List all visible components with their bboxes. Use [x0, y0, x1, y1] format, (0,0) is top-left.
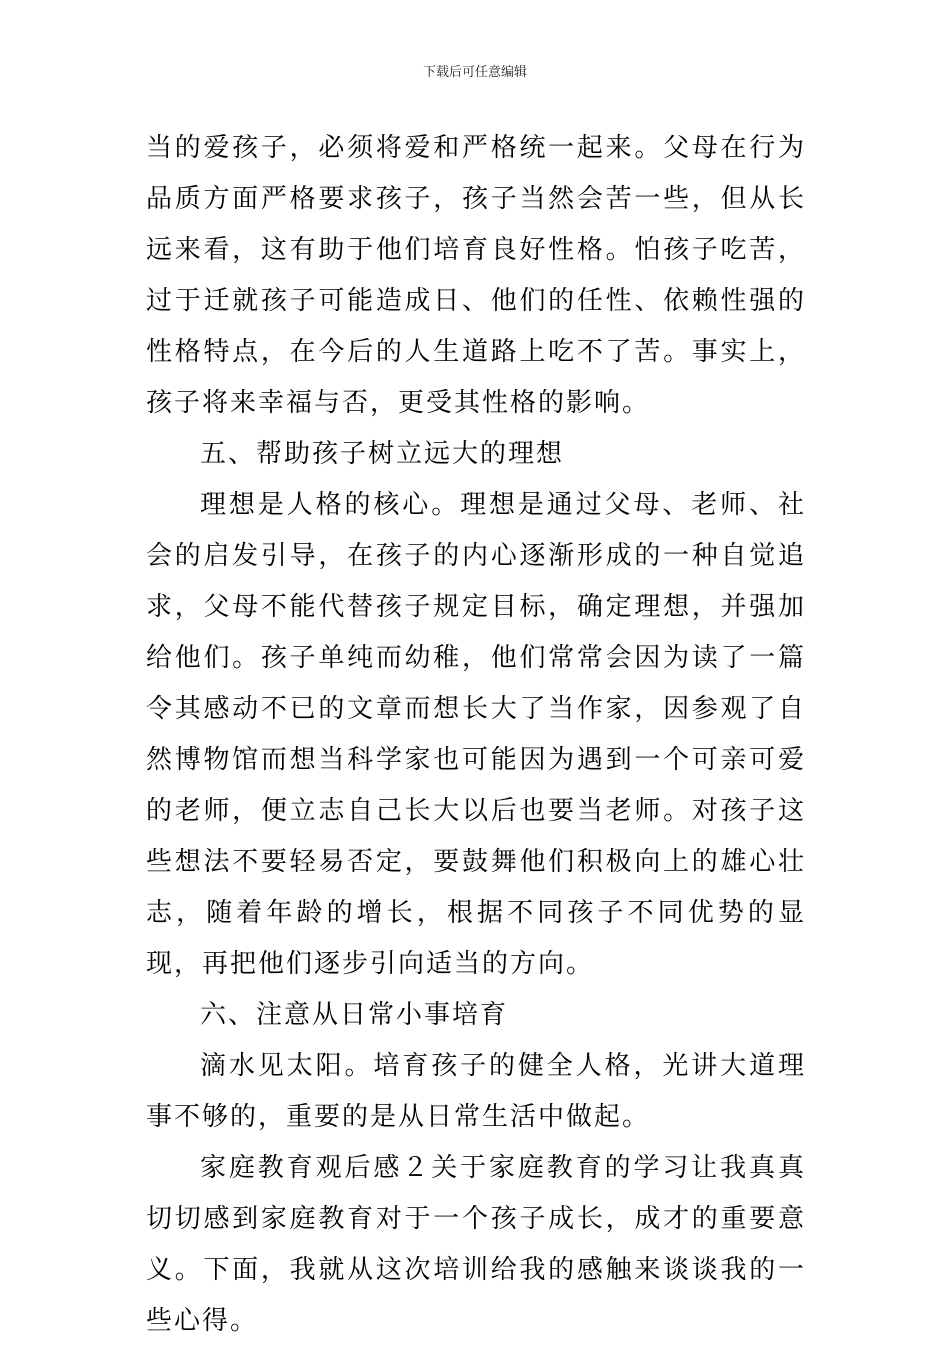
paragraph-2: 理想是人格的核心。理想是通过父母、老师、社会的启发引导，在孩子的内心逐渐形成的一种自觉追求，父母不能代替孩子规定目标，确定理想，并强加给他们。孩子单纯而幼稚，他们常常会因为读了一篇令其感动不已的文章而想长大了当作家，因参观了自然博物馆而想当科学家也可能因为遇到一个可亲可爱的老师，便立志自己长大以后也要当老师。对孩子这些想法不要轻易否定，要鼓舞他们积极向上的雄心壮志，随着年龄的增长，根据不同孩子不同优势的显现，再把他们逐步引向适当的方向。 [146, 490, 806, 979]
page-header: 下载后可任意编辑 [422, 65, 527, 80]
section-heading-5: 五、帮助孩子树立远大的理想 [200, 439, 565, 469]
paragraph-4: 家庭教育观后感２关于家庭教育的学习让我真真切切感到家庭教育对于一个孩子成长，成才的重要意义。下面，我就从这次培训给我的感触来谈谈我的一些心得。 [146, 1153, 806, 1336]
document-body [146, 123, 806, 1347]
paragraph-3: 滴水见太阳。培育孩子的健全人格，光讲大道理事不够的，重要的是从日常生活中做起。 [146, 1051, 806, 1132]
paragraph-1: 当的爱孩子，必须将爱和严格统一起来。父母在行为品质方面严格要求孩子，孩子当然会苦一些，但从长远来看，这有助于他们培育良好性格。怕孩子吃苦，过于迁就孩子可能造成日、他们的任性、依赖性强的性格特点，在今后的人生道路上吃不了苦。事实上，孩子将来幸福与否，更受其性格的影响。 [146, 133, 806, 418]
section-heading-6: 六、注意从日常小事培育 [200, 1000, 509, 1030]
